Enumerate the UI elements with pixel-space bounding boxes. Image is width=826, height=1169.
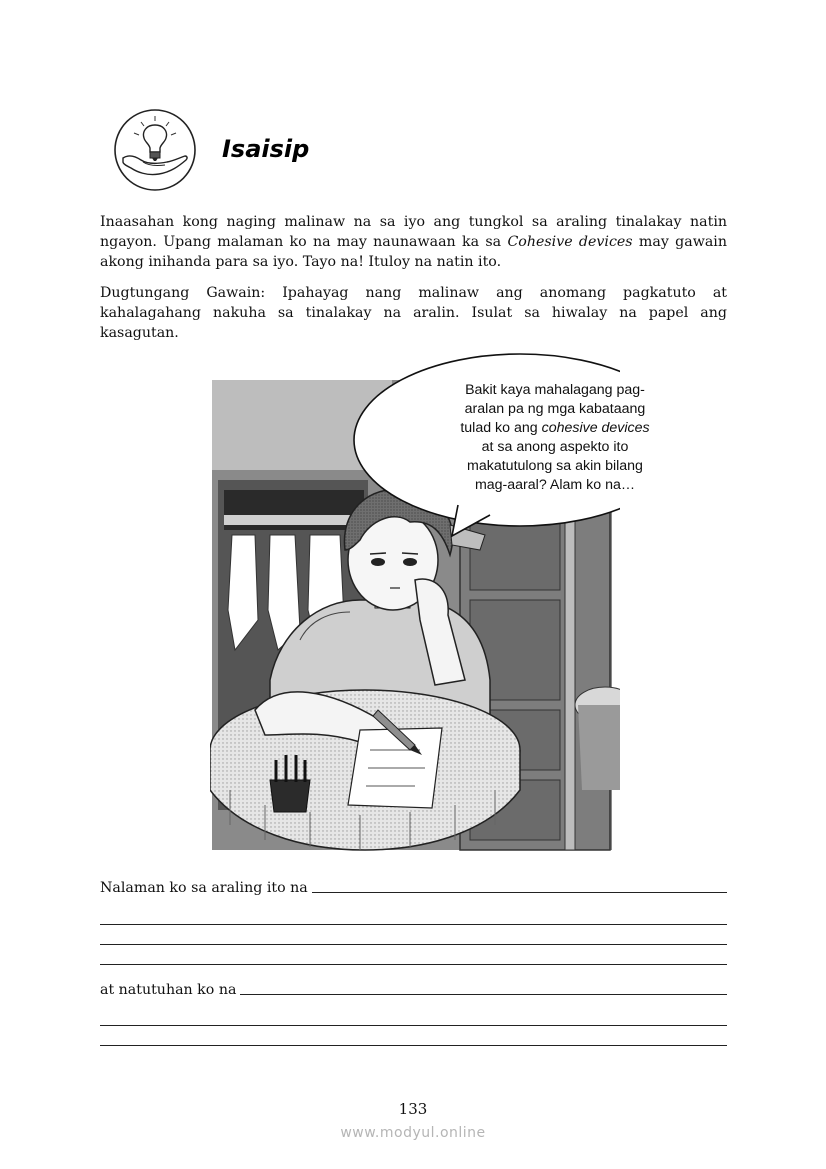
- watermark: www.modyul.online: [340, 1125, 486, 1141]
- answer-line[interactable]: [100, 944, 727, 945]
- intro-paragraph: [100, 212, 727, 272]
- bubble-line-1: Bakit kaya mahalagang pag-: [465, 382, 645, 398]
- intro-text-a: Inaasahan kong naging malinaw na sa iyo ang tungkol sa araling tinalakay natin ngayon. Upang malaman ko na may naunawaan ka sa: [100, 214, 727, 250]
- bubble-line-6: mag-aaral? Alam ko na…: [474, 477, 636, 493]
- bubble-line-2: aralan pa ng mga kabataang: [464, 401, 646, 417]
- answer-prompt-realized[interactable]: [100, 978, 727, 998]
- bubble-line-3-emphasis: cohesive devices: [541, 420, 650, 436]
- section-title: Isaisip: [222, 135, 310, 163]
- prompt-learned-label: Nalaman ko sa araling ito na: [100, 880, 308, 896]
- answer-line[interactable]: [100, 964, 727, 965]
- activity-instructions: Dugtungang Gawain: Ipahayag nang malinaw ang anomang pagkatuto at kahalagahang nakuha sa tinalakay na aralin. Isulat sa hiwalay na papel ang kasagutan.: [100, 285, 727, 341]
- bubble-line-3a: tulad ko ang: [460, 420, 542, 436]
- page-number: 133: [398, 1100, 428, 1118]
- lightbulb-in-hand-icon: [113, 108, 197, 192]
- bubble-line-4: at sa anong aspekto ito: [481, 439, 629, 455]
- answer-line[interactable]: [100, 924, 727, 925]
- prompt-learned-blank[interactable]: [312, 878, 727, 893]
- answer-line[interactable]: [100, 1025, 727, 1026]
- answer-prompt-learned[interactable]: [100, 876, 727, 896]
- answer-line[interactable]: [100, 1045, 727, 1046]
- student-thinking-at-desk-illustration: [210, 350, 620, 870]
- prompt-realized-blank[interactable]: [240, 980, 727, 995]
- intro-text-b: may gawain akong inihanda para sa iyo. Tayo na! Ituloy na natin ito.: [100, 234, 727, 270]
- intro-text-emphasis: Cohesive devices: [507, 234, 633, 250]
- bubble-line-5: makatutulong sa akin bilang: [467, 458, 643, 474]
- prompt-realized-label: at natutuhan ko na: [100, 982, 237, 998]
